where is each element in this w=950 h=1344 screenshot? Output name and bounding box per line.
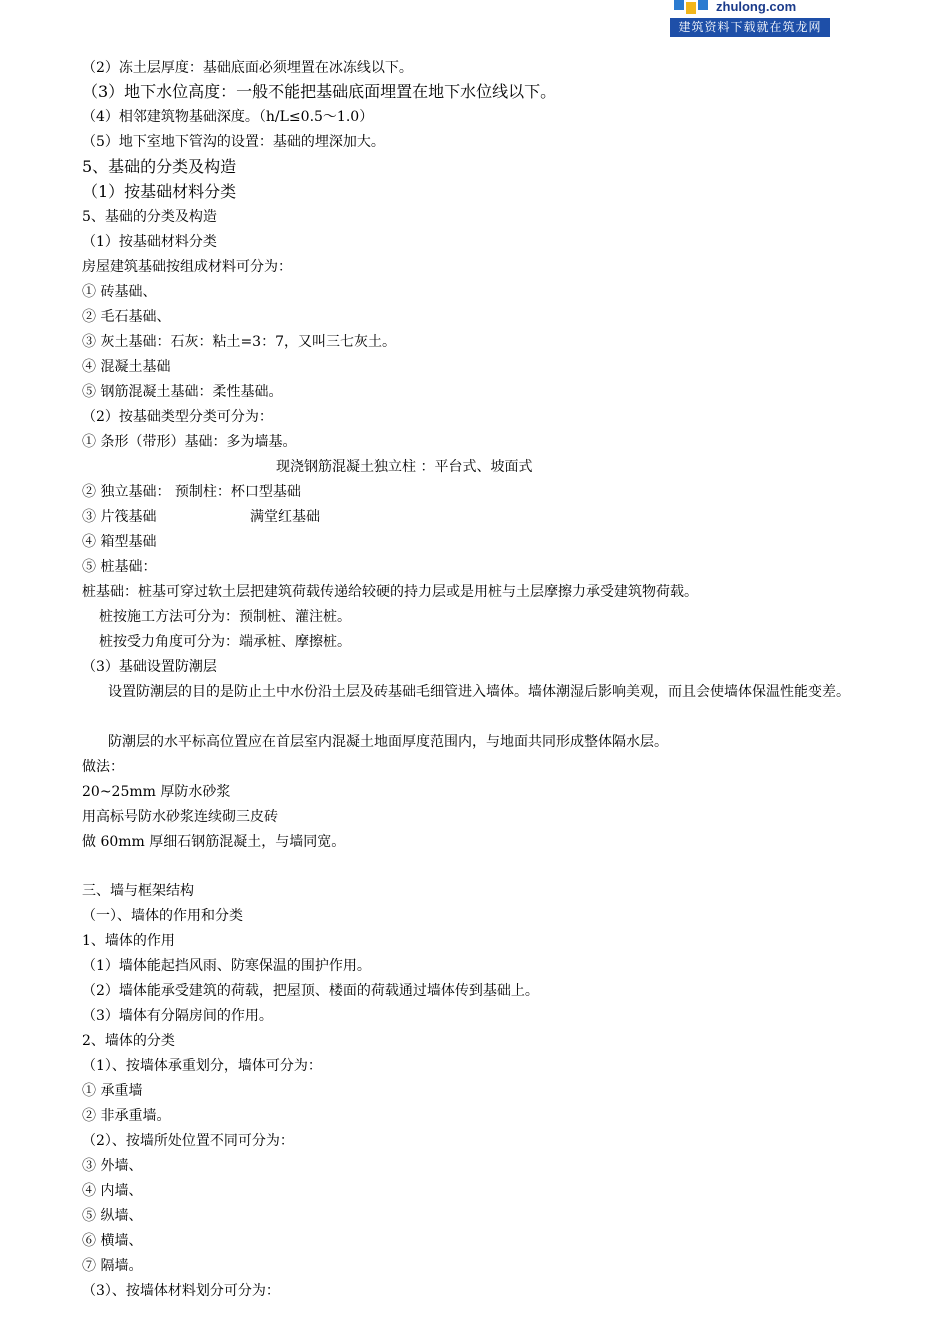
list-item: ① 条形（带形）基础：多为墙基。 xyxy=(82,434,297,450)
list-item: ③ 片筏基础 xyxy=(82,509,157,525)
subsection-heading: （3）基础设置防潮层 xyxy=(82,659,217,675)
list-item: ⑦ 隔墙。 xyxy=(82,1258,143,1274)
paragraph: 防潮层的水平标高位置应在首层室内混凝土地面厚度范围内，与地面共同形成整体隔水层。 xyxy=(108,734,668,750)
section-heading: 2、墙体的分类 xyxy=(82,1033,175,1049)
text-line: （3）墙体有分隔房间的作用。 xyxy=(82,1008,273,1024)
section-heading: 5、基础的分类及构造 xyxy=(82,209,217,225)
subsection-heading: （3）、按墙体材料划分可分为： xyxy=(82,1283,280,1299)
list-item: ② 毛石基础、 xyxy=(82,309,171,325)
list-item: ④ 箱型基础 xyxy=(82,534,157,550)
list-item: ② 独立基础： 预制柱：杯口型基础 xyxy=(82,484,301,500)
list-item: ⑤ 纵墙、 xyxy=(82,1208,143,1224)
text-line: （2）冻土层厚度：基础底面必须埋置在冰冻线以下。 xyxy=(82,60,413,76)
text-line: 房屋建筑基础按组成材料可分为： xyxy=(82,259,292,275)
logo-site-name: zhulong.com xyxy=(716,0,797,14)
logo-header xyxy=(670,0,830,16)
text-line: （3）地下水位高度：一般不能把基础底面埋置在地下水位线以下。 xyxy=(82,82,557,101)
list-item: ④ 内墙、 xyxy=(82,1183,143,1199)
list-item: ⑥ 横墙、 xyxy=(82,1233,143,1249)
list-item: ③ 外墙、 xyxy=(82,1158,143,1174)
text-line: 用高标号防水砂浆连续砌三皮砖 xyxy=(82,809,278,825)
list-item: ⑤ 桩基础： xyxy=(82,559,157,575)
logo-mark-icon xyxy=(674,0,710,16)
text-line: 现浇钢筋混凝土独立柱 ：平台式、坡面式 xyxy=(276,459,533,475)
text-line: 满堂红基础 xyxy=(250,509,320,525)
section-heading: 5、基础的分类及构造 xyxy=(82,157,237,176)
site-logo[interactable] xyxy=(670,0,830,38)
text-line: （2）墙体能承受建筑的荷载，把屋顶、楼面的荷载通过墙体传到基础上。 xyxy=(82,983,539,999)
logo-slogan: 建筑资料下载就在筑龙网 xyxy=(670,18,830,37)
list-item: ① 砖基础、 xyxy=(82,284,157,300)
text-line: （4）相邻建筑物基础深度。（h/L≤0.5～1.0） xyxy=(82,109,374,125)
subsection-heading: （2）按基础类型分类可分为： xyxy=(82,409,273,425)
subsection-heading: （1）、按墙体承重划分，墙体可分为： xyxy=(82,1058,322,1074)
text-line: 做法： xyxy=(82,759,124,775)
paragraph: 设置防潮层的目的是防止土中水份沿土层及砖基础毛细管进入墙体。墙体潮湿后影响美观，而且会使墙体保温性能变差。 xyxy=(108,684,850,700)
list-item: ③ 灰土基础：石灰：粘土=3：7，又叫三七灰土。 xyxy=(82,334,396,350)
text-line: （1）墙体能起挡风雨、防寒保温的围护作用。 xyxy=(82,958,371,974)
text-line: 做 60mm 厚细石钢筋混凝土，与墙同宽。 xyxy=(82,834,346,850)
list-item: ④ 混凝土基础 xyxy=(82,359,171,375)
list-item: ⑤ 钢筋混凝土基础：柔性基础。 xyxy=(82,384,283,400)
text-line: （5）地下室地下管沟的设置：基础的埋深加大。 xyxy=(82,134,385,150)
subsection-heading: （1）按基础材料分类 xyxy=(82,234,217,250)
subsection-heading: （一）、墙体的作用和分类 xyxy=(82,908,243,924)
text-line: 20~25mm 厚防水砂浆 xyxy=(82,784,231,800)
text-line: 桩基础：桩基可穿过软土层把建筑荷载传递给较硬的持力层或是用桩与土层摩擦力承受建筑物荷载。 xyxy=(82,584,698,600)
section-heading: 三、墙与框架结构 xyxy=(82,883,194,899)
list-item: ① 承重墙 xyxy=(82,1083,143,1099)
section-heading: 1、墙体的作用 xyxy=(82,933,175,949)
list-item: ② 非承重墙。 xyxy=(82,1108,171,1124)
subsection-heading: （1）按基础材料分类 xyxy=(82,182,237,201)
subsection-heading: （2）、按墙所处位置不同可分为： xyxy=(82,1133,294,1149)
text-line: 桩按受力角度可分为：端承桩、摩擦桩。 xyxy=(99,634,351,650)
text-line: 桩按施工方法可分为：预制桩、灌注桩。 xyxy=(99,609,351,625)
